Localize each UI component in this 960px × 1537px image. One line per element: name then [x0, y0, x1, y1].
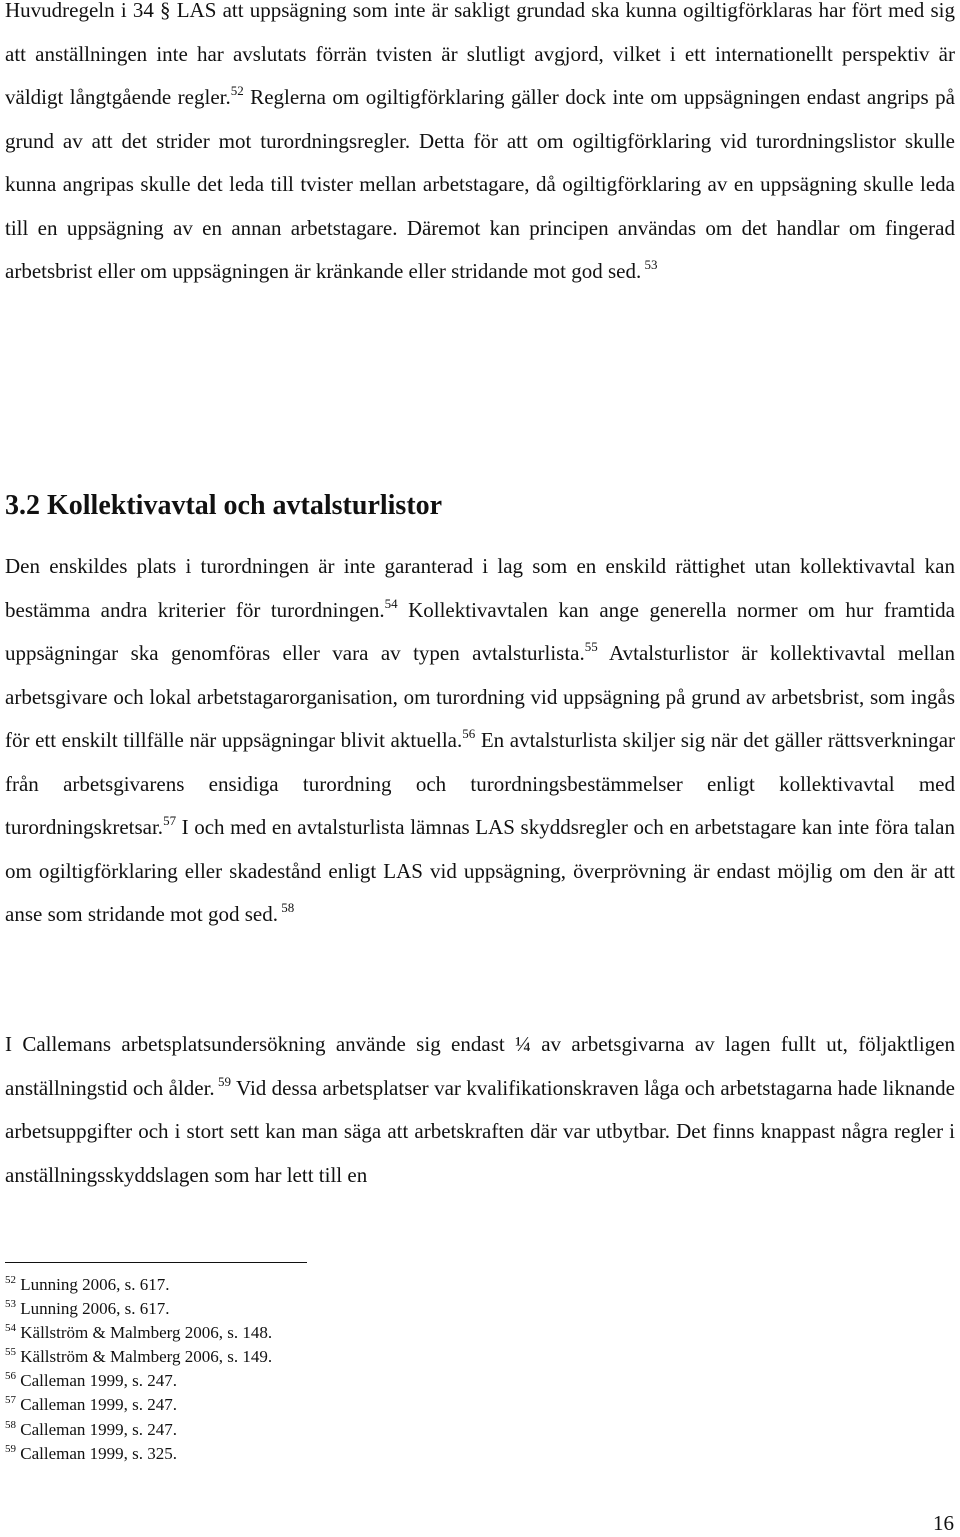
- body-paragraph: [5, 1023, 955, 1197]
- footnote-reference[interactable]: 55: [584, 639, 598, 654]
- footnote-number: 58: [5, 1418, 16, 1431]
- paragraph-text: En avtalsturlista skiljer sig när det gäller rättsverkningar från arbetsgivarens ensidiga turordning och turordningsbestämmelser enligt kollektivavtal med turordningskretsar.: [5, 728, 956, 839]
- paragraph-text: I och med en avtalsturlista lämnas LAS skyddsregler och en arbetstagare kan inte föra talan om ogiltigförklaring eller skadestånd enligt LAS vid uppsägning, överprövning är endast möjlig om den är att anse som stridande mot god sed.: [5, 815, 955, 926]
- footnote-text: Calleman 1999, s. 325.: [16, 1443, 178, 1463]
- footnote-reference[interactable]: 56: [462, 726, 476, 741]
- footnote: [5, 1442, 272, 1466]
- footnote-reference[interactable]: 54: [384, 595, 398, 611]
- footnote: [5, 1418, 272, 1442]
- footnote: [5, 1369, 272, 1393]
- footnote-number: 56: [5, 1370, 16, 1383]
- footnote-number: 59: [5, 1442, 16, 1455]
- page-number: 16: [933, 1511, 954, 1535]
- footnote-reference[interactable]: 58: [277, 900, 295, 915]
- paragraph-text: Vid dessa arbetsplatser var kvalifikationskraven låga och arbetstagarna hade liknande arbetsuppgifter och i stort sett kan man säga att arbetskraften där var utbytbar. Det finns knappast några regler i anställningsskyddslagen som har lett till en: [5, 1075, 956, 1187]
- footnote-text: Lunning 2006, s. 617.: [16, 1299, 170, 1319]
- footnote: [5, 1393, 272, 1417]
- paragraph-text: Avtalsturlistor är kollektivavtal mellan arbetsgivare och lokal arbetstagarorganisation, om turordning vid uppsägning på grund av arbetsbrist, som ingås för ett enskilt tillfälle när uppsägningar blivit aktuella.: [5, 641, 955, 752]
- footnote-number: 55: [5, 1346, 16, 1359]
- footnote: [5, 1297, 272, 1321]
- footnote-number: 54: [5, 1322, 16, 1335]
- footnote-list: [5, 1273, 272, 1466]
- paragraph-text: Reglerna om ogiltigförklaring gäller dock inte om uppsägningen endast angrips på grund av att det strider mot turordningsregler. Detta för att om ogiltigförklaring vid turordningslistor skulle kunna angripas skulle det leda till tvister mellan arbetstagare, då ogiltigförklaring av en uppsägning skulle leda till en uppsägning av en annan arbetstagare. Däremot kan principen användas om det handlar om fingerad arbetsbrist eller om uppsägningen är kränkande eller stridande mot god sed.: [5, 85, 955, 283]
- paragraph-text: Den enskildes plats i turordningen är inte garanterad i lag som en enskild rättighet utan kollektivavtal kan bestämma andra kriterier för turordningen.: [5, 554, 955, 622]
- footnote-reference[interactable]: 53: [641, 257, 658, 272]
- section-heading: 3.2 Kollektivavtal och avtalsturlistor: [5, 490, 443, 521]
- footnote: [5, 1273, 272, 1297]
- footnote-text: Källström & Malmberg 2006, s. 148.: [16, 1323, 273, 1343]
- footnote: [5, 1321, 272, 1345]
- paragraph-text: I Callemans arbetsplatsundersökning använde sig endast ¼ av arbetsgivarna av lagen fullt ut, följaktligen anställningstid och ålder.: [5, 1032, 955, 1100]
- body-paragraph: [5, 0, 955, 294]
- footnote-separator: [5, 1262, 307, 1263]
- footnote-text: Calleman 1999, s. 247.: [16, 1419, 178, 1439]
- footnote-number: 57: [5, 1394, 16, 1407]
- footnote-text: Calleman 1999, s. 247.: [16, 1395, 178, 1415]
- footnote-reference[interactable]: 52: [230, 83, 244, 98]
- footnote-number: 52: [5, 1274, 16, 1286]
- footnote: [5, 1345, 272, 1369]
- footnote-text: Lunning 2006, s. 617.: [16, 1275, 170, 1294]
- footnote-text: Calleman 1999, s. 247.: [16, 1371, 178, 1391]
- footnote-reference[interactable]: 57: [163, 813, 177, 828]
- footnote-reference[interactable]: 59: [214, 1073, 232, 1089]
- footnote-text: Källström & Malmberg 2006, s. 149.: [16, 1347, 273, 1367]
- paragraph-text: Huvudregeln i 34 § LAS att uppsägning som inte är sakligt grundad ska kunna ogiltigförklaras har fört med sig att anställningen inte har avslutats förrän tvisten är slutligt avgjord, vilket i ett internationellt perspektiv är väldigt långtgående regler.: [5, 0, 955, 109]
- body-paragraph: [5, 545, 955, 937]
- paragraph-text: Kollektivavtalen kan ange generella normer om hur framtida uppsägningar ska genomföras eller vara av typen avtalsturlista.: [5, 597, 955, 665]
- footnote-number: 53: [5, 1298, 16, 1311]
